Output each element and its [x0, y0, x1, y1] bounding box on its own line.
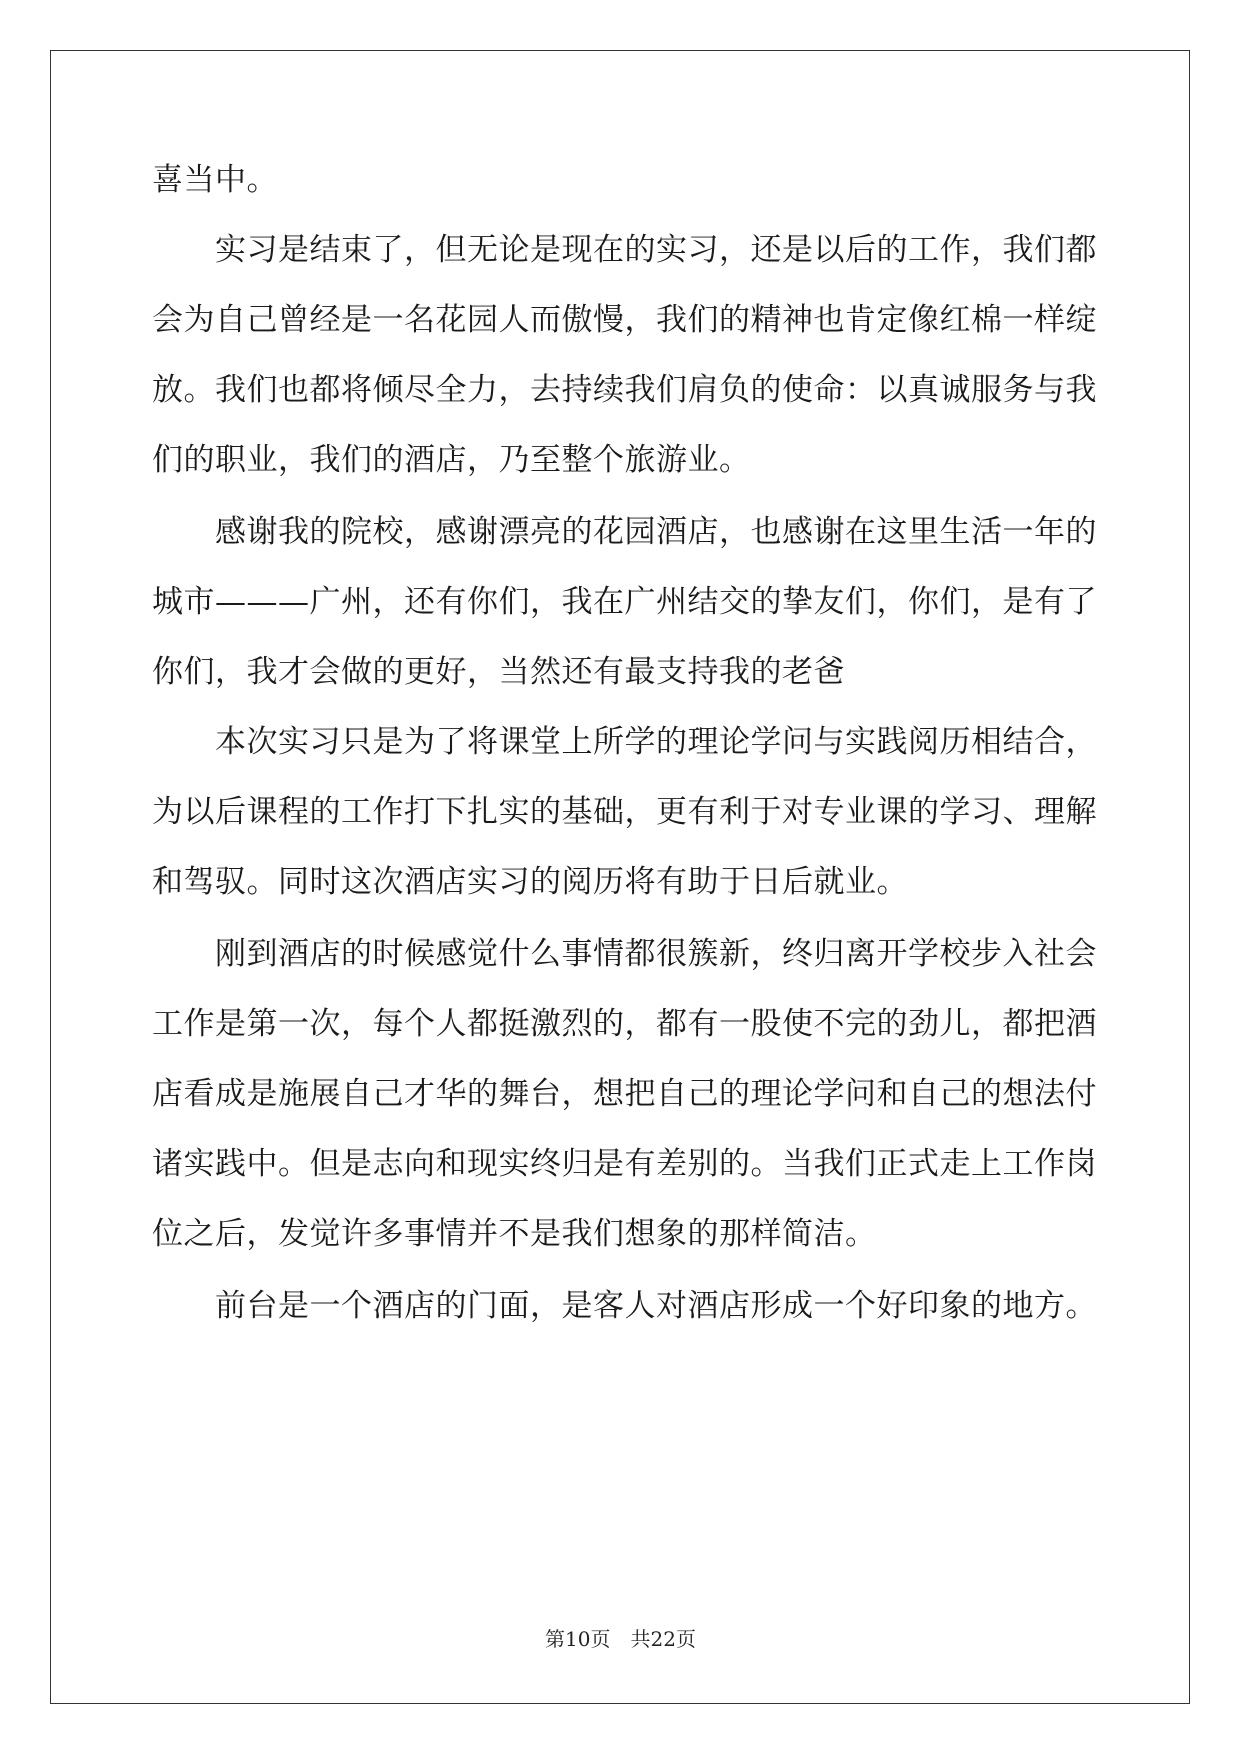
text-line: 位之后，发觉许多事情并不是我们想象的那样简洁。	[152, 1216, 877, 1252]
page-number: 第10页	[545, 1627, 611, 1651]
text-line: 诸实践中。但是志向和现实终归是有差别的。当我们正式走上工作岗	[152, 1146, 1097, 1182]
page-total: 共22页	[630, 1627, 696, 1651]
paragraph-first-line: 实习是结束了，但无论是现在的实习，还是以后的工作，我们都	[215, 232, 1097, 268]
text-line: 工作是第一次，每个人都挺激烈的，都有一股使不完的劲儿，都把酒	[152, 1006, 1097, 1042]
text-line: 和驾驭。同时这次酒店实习的阅历将有助于日后就业。	[152, 864, 908, 900]
text-line: 会为自己曾经是一名花园人而傲慢，我们的精神也肯定像红棉一样绽	[152, 302, 1097, 338]
page-footer	[0, 1625, 1241, 1653]
text-line: 为以后课程的工作打下扎实的基础，更有利于对专业课的学习、理解	[152, 794, 1097, 830]
paragraph-first-line: 感谢我的院校，感谢漂亮的花园酒店，也感谢在这里生活一年的	[215, 514, 1097, 550]
text-line: 们的职业，我们的酒店，乃至整个旅游业。	[152, 442, 751, 478]
paragraph-first-line: 刚到酒店的时候感觉什么事情都很簇新，终归离开学校步入社会	[215, 936, 1097, 972]
paragraph-first-line: 本次实习只是为了将课堂上所学的理论学问与实践阅历相结合，	[215, 724, 1097, 760]
text-line: 放。我们也都将倾尽全力，去持续我们肩负的使命：以真诚服务与我	[152, 372, 1097, 408]
text-line: 喜当中。	[152, 162, 278, 198]
text-line: 你们，我才会做的更好，当然还有最支持我的老爸	[152, 654, 845, 690]
text-line: 城市———广州，还有你们，我在广州结交的挚友们，你们，是有了	[152, 584, 1097, 620]
text-line: 店看成是施展自己才华的舞台，想把自己的理论学问和自己的想法付	[152, 1076, 1097, 1112]
paragraph-first-line: 前台是一个酒店的门面，是客人对酒店形成一个好印象的地方。	[215, 1288, 1097, 1324]
